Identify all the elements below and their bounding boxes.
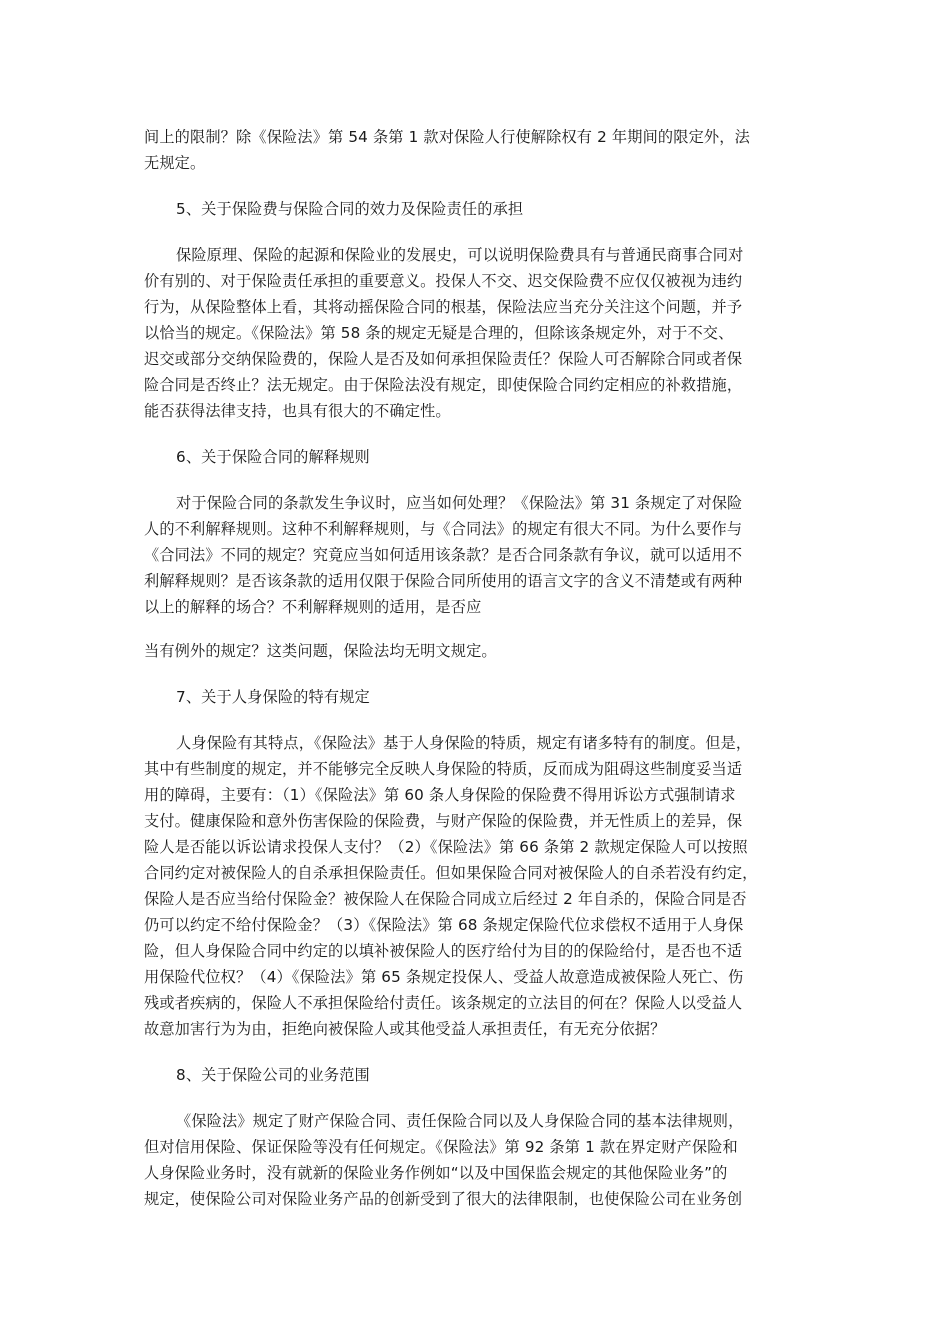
text-line: 人身保险有其特点，《保险法》基于人身保险的特质，规定有诸多特有的制度。但是，: [176, 734, 752, 752]
text-line: 行为，从保险整体上看，其将动摇保险合同的根基，保险法应当充分关注这个问题，并予: [144, 298, 743, 316]
text-line: 《保险法》规定了财产保险合同、责任保险合同以及人身保险合同的基本法律规则，: [176, 1112, 744, 1130]
text-line: 规定，使保险公司对保险业务产品的创新受到了很大的法律限制，也使保险公司在业务创: [144, 1190, 743, 1208]
text-line: 间上的限制？除《保险法》第 54 条第 1 款对保险人行使解除权有 2 年期间的限定外，法: [144, 128, 750, 146]
section-heading-8: 8、关于保险公司的业务范围: [176, 1066, 370, 1084]
text-line: 其中有些制度的规定，并不能够完全反映人身保险的特质，反而成为阻碍这些制度妥当适: [144, 760, 743, 778]
text-line: 对于保险合同的条款发生争议时，应当如何处理？《保险法》第 31 条规定了对保险: [176, 494, 743, 512]
text-line: 人身保险业务时，没有就新的保险业务作例如“以及中国保监会规定的其他保险业务”的: [144, 1164, 728, 1182]
text-line: 利解释规则？是否该条款的适用仅限于保险合同所使用的语言文字的含义不清楚或有两种: [144, 572, 743, 590]
text-line: 以恰当的规定。《保险法》第 58 条的规定无疑是合理的，但除该条规定外，对于不交、: [144, 324, 734, 342]
text-line: 迟交或部分交纳保险费的，保险人是否及如何承担保险责任？保险人可否解除合同或者保: [144, 350, 743, 368]
text-line: 但对信用保险、保证保险等没有任何规定。《保险法》第 92 条第 1 款在界定财产保险和: [144, 1138, 738, 1156]
text-line: 险，但人身保险合同中约定的以填补被保险人的医疗给付为目的的保险给付，是否也不适: [144, 942, 743, 960]
text-line: 人的不利解释规则。这种不利解释规则，与《合同法》的规定有很大不同。为什么要作与: [144, 520, 743, 538]
text-line: 残或者疾病的，保险人不承担保险给付责任。该条规定的立法目的何在？保险人以受益人: [144, 994, 743, 1012]
section-heading-6: 6、关于保险合同的解释规则: [176, 448, 370, 466]
text-line: 仍可以约定不给付保险金？（3）《保险法》第 68 条规定保险代位求偿权不适用于人身保: [144, 916, 744, 934]
text-line: 用保险代位权？（4）《保险法》第 65 条规定投保人、受益人故意造成被保险人死亡、伤: [144, 968, 744, 986]
text-line: 合同约定对被保险人的自杀承担保险责任。但如果保险合同对被保险人的自杀若没有约定，: [144, 864, 758, 882]
section-heading-5: 5、关于保险费与保险合同的效力及保险责任的承担: [176, 200, 524, 218]
section-heading-7: 7、关于人身保险的特有规定: [176, 688, 370, 706]
text-line: 以上的解释的场合？不利解释规则的适用，是否应: [144, 598, 482, 616]
text-line: 险人是否能以诉讼请求投保人支付？（2）《保险法》第 66 条第 2 款规定保险人可以按照: [144, 838, 748, 856]
text-line: 用的障碍，主要有：（1）《保险法》第 60 条人身保险的保险费不得用诉讼方式强制请求: [144, 786, 736, 804]
text-line: 当有例外的规定？这类问题，保险法均无明文规定。: [144, 642, 497, 660]
text-line: 险合同是否终止？法无规定。由于保险法没有规定，即使保险合同约定相应的补救措施，: [144, 376, 743, 394]
text-line: 支付。健康保险和意外伤害保险的保险费，与财产保险的保险费，并无性质上的差异，保: [144, 812, 743, 830]
text-line: 能否获得法律支持，也具有很大的不确定性。: [144, 402, 451, 420]
text-line: 无规定。: [144, 154, 206, 172]
text-line: 保险原理、保险的起源和保险业的发展史，可以说明保险费具有与普通民商事合同对: [176, 246, 744, 264]
text-line: 保险人是否应当给付保险金？被保险人在保险合同成立后经过 2 年自杀的，保险合同是否: [144, 890, 747, 908]
text-line: 故意加害行为为由，拒绝向被保险人或其他受益人承担责任，有无充分依据？: [144, 1020, 666, 1038]
text-line: 《合同法》不同的规定？究竟应当如何适用该条款？是否合同条款有争议，就可以适用不: [144, 546, 743, 564]
text-line: 价有别的、对于保险责任承担的重要意义。投保人不交、迟交保险费不应仅仅被视为违约: [144, 272, 743, 290]
